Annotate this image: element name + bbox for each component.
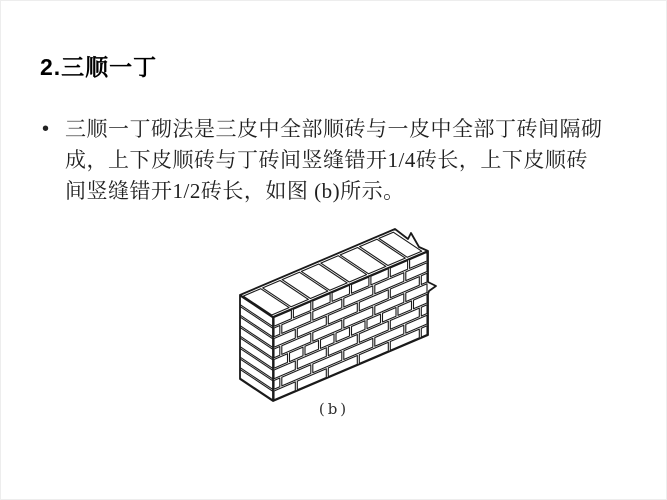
slide-title: 2.三顺一丁 xyxy=(40,54,158,80)
bullet-marker-icon: • xyxy=(42,118,50,140)
figure-caption: (b) xyxy=(318,400,350,418)
bullet-text-line-3: 间竖缝错开1/2砖长，如图 (b)所示。 xyxy=(65,179,405,203)
brick-wall-drawing xyxy=(201,226,481,416)
bullet-text-line-2: 成，上下皮顺砖与丁砖间竖缝错开1/4砖长，上下皮顺砖 xyxy=(65,148,588,172)
bullet-text xyxy=(65,114,603,207)
bullet-text-line-1: 三顺一丁砌法是三皮中全部顺砖与一皮中全部丁砖间隔砌 xyxy=(65,117,603,141)
bullet-item xyxy=(42,114,603,207)
